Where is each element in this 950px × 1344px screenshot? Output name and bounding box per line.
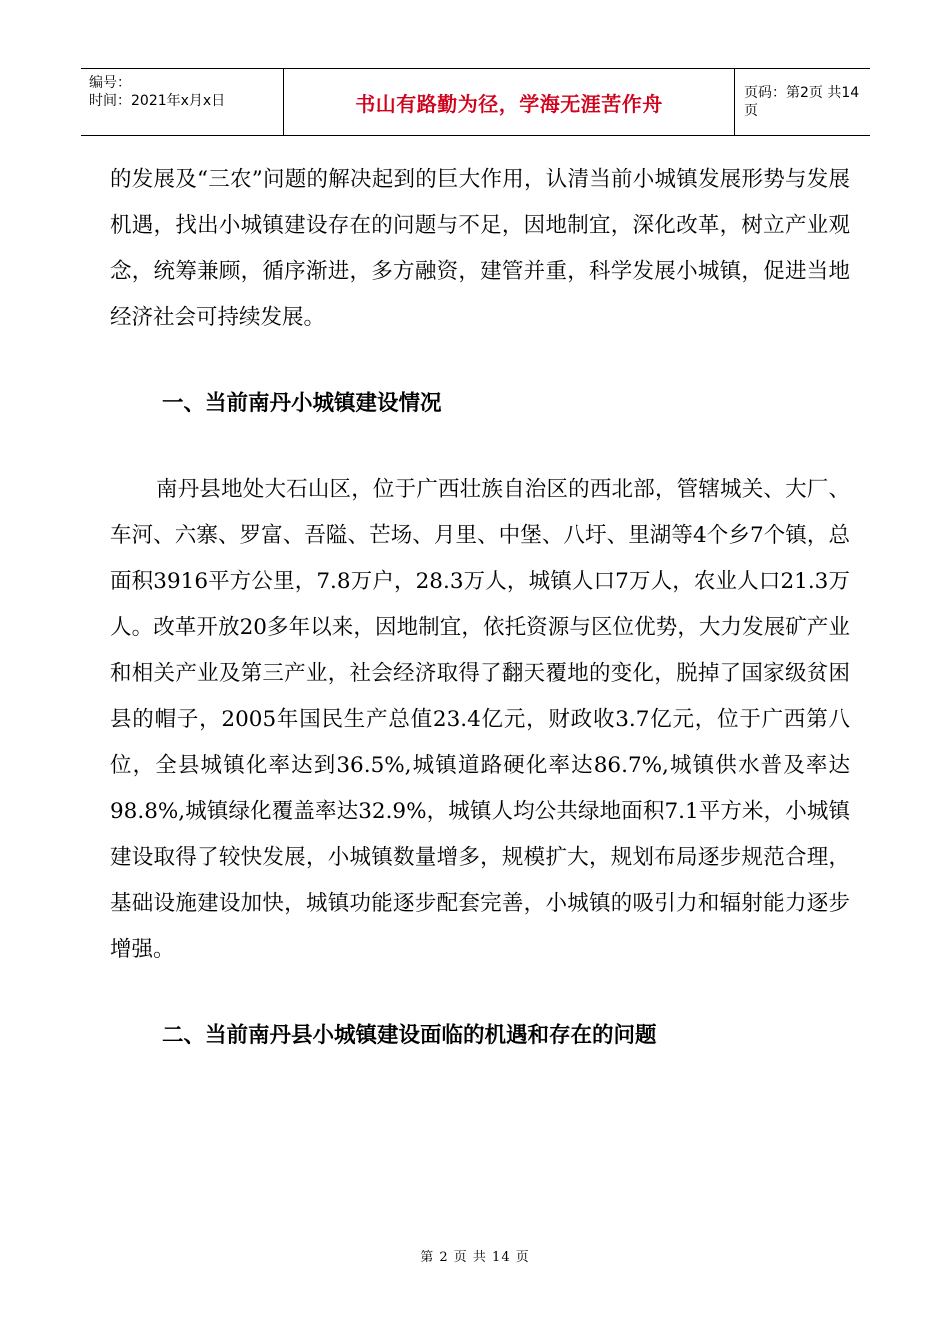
- intro-paragraph: 的发展及“三农”问题的解决起到的巨大作用，认清当前小城镇发展形势与发展机遇，找出小城镇建设存在的问题与不足，因地制宜，深化改革，树立产业观念，统筹兼顾，循序渐进，多方融资，建管并重，科学发展小城镇，促进当地经济社会可持续发展。: [110, 167, 850, 330]
- document-date-label: 时间：2021年x月x日: [89, 93, 226, 109]
- document-code-label: 编号：: [89, 75, 131, 91]
- page-footer: 第 2 页 共 14 页: [420, 1250, 530, 1265]
- header-motto: 书山有路勤为径，学海无涯苦作舟: [355, 91, 663, 116]
- section-heading-1: 一、当前南丹小城镇建设情况: [162, 391, 442, 416]
- header-motto-cell: [283, 69, 735, 135]
- spacer: [110, 427, 850, 467]
- header-page-number: 页码：第2页 共14页: [744, 85, 860, 119]
- spacer: [110, 973, 850, 1013]
- spacer: [110, 341, 850, 381]
- document-header: [81, 68, 870, 136]
- header-meta-cell: [81, 69, 283, 135]
- document-body: [110, 157, 850, 1059]
- section-1-paragraph: 南丹县地处大石山区，位于广西壮族自治区的西北部，管辖城关、大厂、车河、六寨、罗富、吾隘、芒场、月里、中堡、八圩、里湖等4个乡7个镇，总面积3916平方公里，7.8万户，28.3万人，城镇人口7万人，农业人口21.3万人。改革开放20多年以来，因地制宜，依托资源与区位优势，大力发展矿产业和相关产业及第三产业，社会经济取得了翻天覆地的变化，脱掉了国家级贫困县的帽子，2005年国民生产总值23.4亿元，财政收3.7亿元，位于广西第八位，全县城镇化率达到36.5%,城镇道路硬化率达86.7%,城镇供水普及率达98.8%,城镇绿化覆盖率达32.9%，城镇人均公共绿地面积7.1平方米，小城镇建设取得了较快发展，小城镇数量增多，规模扩大，规划布局逐步规范合理，基础设施建设加快，城镇功能逐步配套完善，小城镇的吸引力和辐射能力逐步增强。: [110, 477, 850, 962]
- header-page-cell: [735, 69, 870, 135]
- section-heading-2: 二、当前南丹县小城镇建设面临的机遇和存在的问题: [162, 1023, 657, 1048]
